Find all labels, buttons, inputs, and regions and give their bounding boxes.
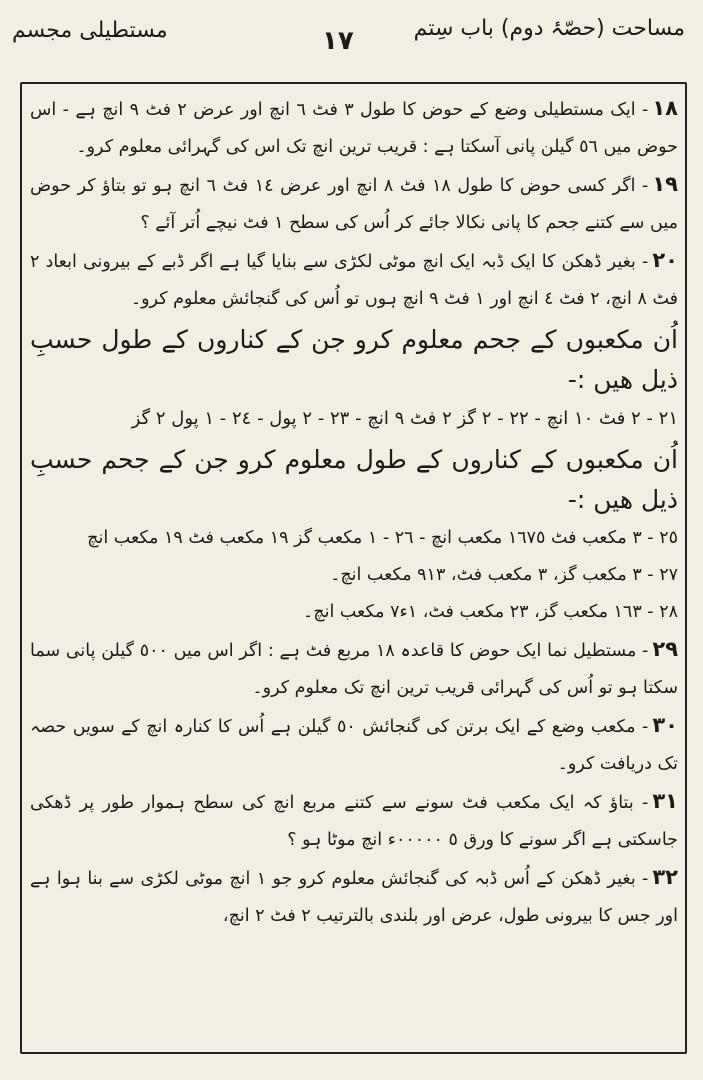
question-32 — [30, 859, 678, 935]
question-number: ٢٠ — [652, 248, 678, 272]
question-text: - مکعب وضع کے ایک برتن کی گنجائش ٥٠ گیلن ہے اُس کا کنارہ انچ کے سویں حصہ تک دریافت کرو۔ — [30, 717, 678, 774]
page-number: ١٧ — [322, 26, 354, 56]
question-30 — [30, 707, 678, 783]
question-number: ١٨ — [652, 96, 678, 120]
question-31 — [30, 783, 678, 859]
question-18 — [30, 90, 678, 166]
question-27: ٢٧ - ٣ مکعب گز، ٣ مکعب فٹ، ٩١٣ مکعب انچ۔ — [330, 565, 678, 585]
question-text: - بغیر ڈھکن کا ایک ڈبہ ایک انچ موٹی لکڑی سے بنایا گیا ہے اگر ڈبے کے بیرونی ابعاد ٢ فٹ ٨ انچ، ٢ فٹ ٤ انچ اور ١ فٹ ٩ انچ ہوں تو اُس کی گنجائش معلوم کرو۔ — [30, 252, 678, 309]
question-number: ٢٩ — [652, 637, 678, 661]
section-heading-cube-edges: اُن مکعبوں کے کناروں کے طول معلوم کرو جن کے جحم حسبِ ذیل ھیں :- — [30, 445, 678, 514]
question-text: - بتاؤ کہ ایک مکعب فٹ سونے سے کتنے مربع انچ کی سطح ہموار طور پر ڈھکی جاسکتی ہے اگر سونے کا ورق ٥ ٠٠٠٠٠ء انچ موٹا ہو ؟ — [30, 793, 678, 850]
question-number: ٣٢ — [652, 865, 678, 889]
page-content — [30, 90, 678, 1050]
question-number: ٣١ — [652, 789, 678, 813]
section-heading-cube-volumes: اُن مکعبوں کے جحم معلوم کرو جن کے کناروں کے طول حسبِ ذیل ھیں :- — [30, 325, 678, 394]
question-20 — [30, 242, 678, 318]
question-28: ٢٨ - ١٦٣ مکعب گز، ٢٣ مکعب فٹ، ١ء٧ مکعب انچ۔ — [303, 602, 678, 622]
question-number: ١٩ — [652, 172, 678, 196]
question-29 — [30, 631, 678, 707]
questions-21-24: ٢١ - ٢ فٹ ١٠ انچ - ٢٢ - ٢ گز ٢ فٹ ٩ انچ - ٢٣ - ٢ پول - ٢٤ - ١ پول ٢ گز — [131, 408, 678, 429]
question-text: - ایک مستطیلی وضع کے حوض کا طول ٣ فٹ ٦ انچ اور عرض ٢ فٹ ٩ انچ ہے - اس حوض میں ٥٦ گیلن پانی آسکتا ہے : قریب ترین انچ تک اس کی گہرائی معلوم کرو۔ — [30, 100, 678, 157]
question-19 — [30, 166, 678, 242]
question-text: - مستطیل نما ایک حوض کا قاعدہ ١٨ مربع فٹ ہے : اگر اس میں ٥٠٠ گیلن پانی سما سکتا ہو تو اُس کی گہرائی قریب ترین انچ تک معلوم کرو۔ — [30, 641, 678, 698]
questions-25-26: ٢٥ - ٣ مکعب فٹ ١٦٧٥ مکعب انچ - ٢٦ - ١ مکعب گز ١٩ مکعب فٹ ١٩ مکعب انچ — [87, 528, 678, 548]
question-text: - بغیر ڈھکن کے اُس ڈبہ کی گنجائش معلوم کرو جو ١ انچ موٹی لکڑی سے بنا ہوا ہے اور جس کا بیرونی طول، عرض اور بلندی بالترتیب ٢ فٹ ٢ انچ، — [30, 869, 678, 926]
page-header — [0, 0, 703, 82]
question-text: - اگر کسی حوض کا طول ١٨ فٹ ٨ انچ اور عرض ١٤ فٹ ٦ انچ ہو تو بتاؤ کر حوض میں سے کتنے جحم کا پانی نکالا جائے کر اُس کی سطح ١ فٹ نیچے اُتر آئے ؟ — [30, 176, 678, 233]
header-chapter-title: مساحت (حصّۂ دوم) باب سِتم — [413, 16, 685, 41]
question-number: ٣٠ — [652, 713, 678, 737]
header-topic-title: مستطیلی مجسم — [12, 18, 168, 43]
